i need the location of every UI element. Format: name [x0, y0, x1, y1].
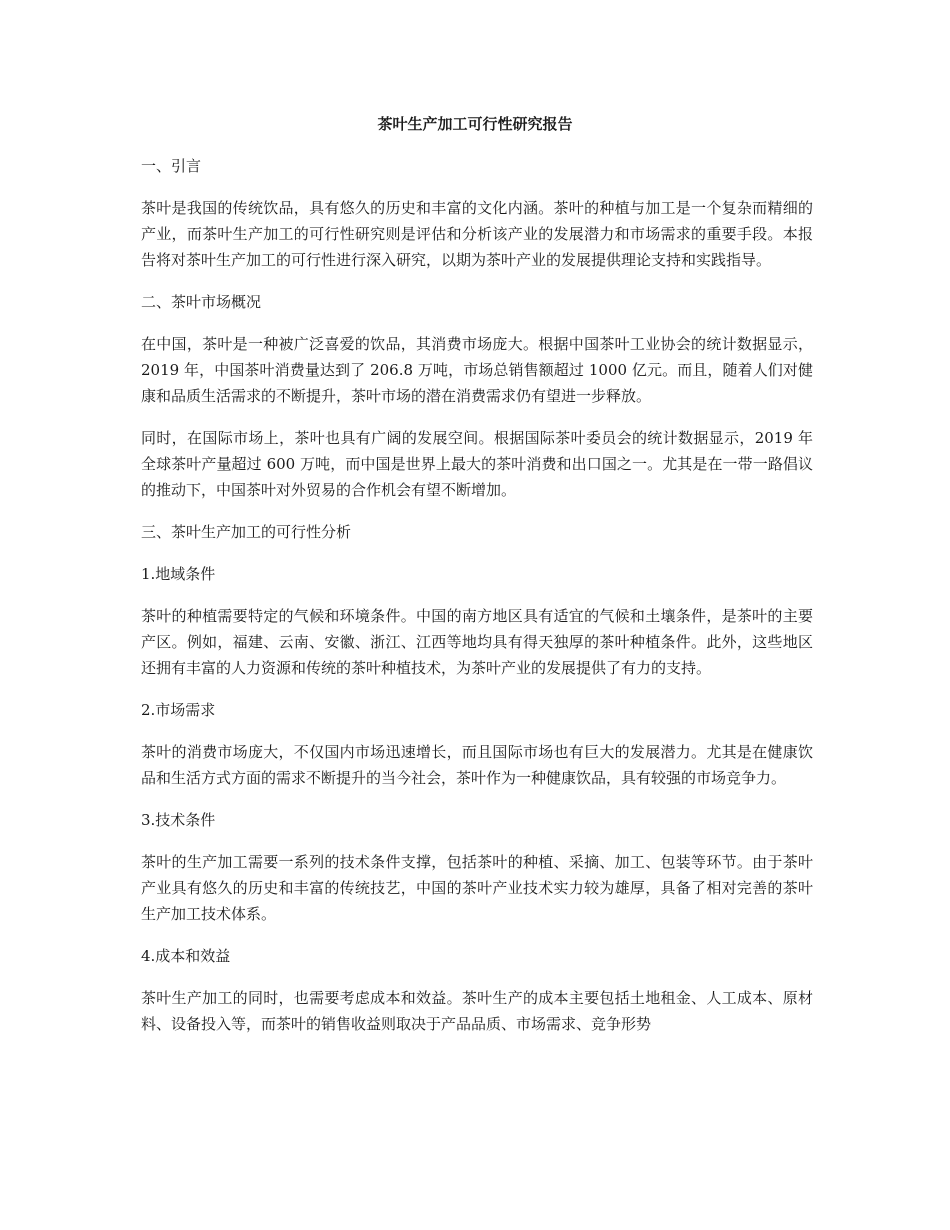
paragraph-geography: 茶叶的种植需要特定的气候和环境条件。中国的南方地区具有适宜的气候和土壤条件，是茶叶的主要产区。例如，福建、云南、安徽、浙江、江西等地均具有得天独厚的茶叶种植条件。此外，这些地区还拥有丰富的人力资源和传统的茶叶种植技术，为茶叶产业的发展提供了有力的支持。: [141, 607, 813, 677]
section-heading-feasibility: 三、茶叶生产加工的可行性分析: [141, 523, 352, 541]
section-heading-market-overview: 二、茶叶市场概况: [141, 293, 262, 311]
subheading-cost-benefit: 4.成本和效益: [141, 947, 231, 965]
paragraph-domestic-market: 在中国，茶叶是一种被广泛喜爱的饮品，其消费市场庞大。根据中国茶叶工业协会的统计数据显示，2019 年，中国茶叶消费量达到了 206.8 万吨，市场总销售额超过 1000 亿元。而且，随着人们对健康和品质生活需求的不断提升，茶叶市场的潜在消费需求仍有望进一步释放。: [141, 335, 813, 405]
document-body: [141, 153, 813, 1053]
subheading-technology: 3.技术条件: [141, 811, 216, 829]
paragraph-international-market: 同时，在国际市场上，茶叶也具有广阔的发展空间。根据国际茶叶委员会的统计数据显示，2019 年全球茶叶产量超过 600 万吨，而中国是世界上最大的茶叶消费和出口国之一。尤其是在一带一路倡议的推动下，中国茶叶对外贸易的合作机会有望不断增加。: [141, 429, 813, 499]
paragraph-technology: 茶叶的生产加工需要一系列的技术条件支撑，包括茶叶的种植、采摘、加工、包装等环节。由于茶叶产业具有悠久的历史和丰富的传统技艺，中国的茶叶产业技术实力较为雄厚，具备了相对完善的茶叶生产加工技术体系。: [141, 853, 813, 923]
paragraph-introduction: 茶叶是我国的传统饮品，具有悠久的历史和丰富的文化内涵。茶叶的种植与加工是一个复杂而精细的产业，而茶叶生产加工的可行性研究则是评估和分析该产业的发展潜力和市场需求的重要手段。本报告将对茶叶生产加工的可行性进行深入研究，以期为茶叶产业的发展提供理论支持和实践指导。: [141, 199, 813, 269]
subheading-market-demand: 2.市场需求: [141, 701, 216, 719]
subheading-geography: 1.地域条件: [141, 565, 216, 583]
paragraph-market-demand: 茶叶的消费市场庞大，不仅国内市场迅速增长，而且国际市场也有巨大的发展潜力。尤其是在健康饮品和生活方式方面的需求不断提升的当今社会，茶叶作为一种健康饮品，具有较强的市场竞争力。: [141, 743, 813, 787]
section-heading-introduction: 一、引言: [141, 157, 202, 175]
paragraph-cost-benefit: 茶叶生产加工的同时，也需要考虑成本和效益。茶叶生产的成本主要包括土地租金、人工成本、原材料、设备投入等，而茶叶的销售收益则取决于产品品质、市场需求、竞争形势: [141, 989, 813, 1033]
document-title: 茶叶生产加工可行性研究报告: [377, 115, 573, 133]
